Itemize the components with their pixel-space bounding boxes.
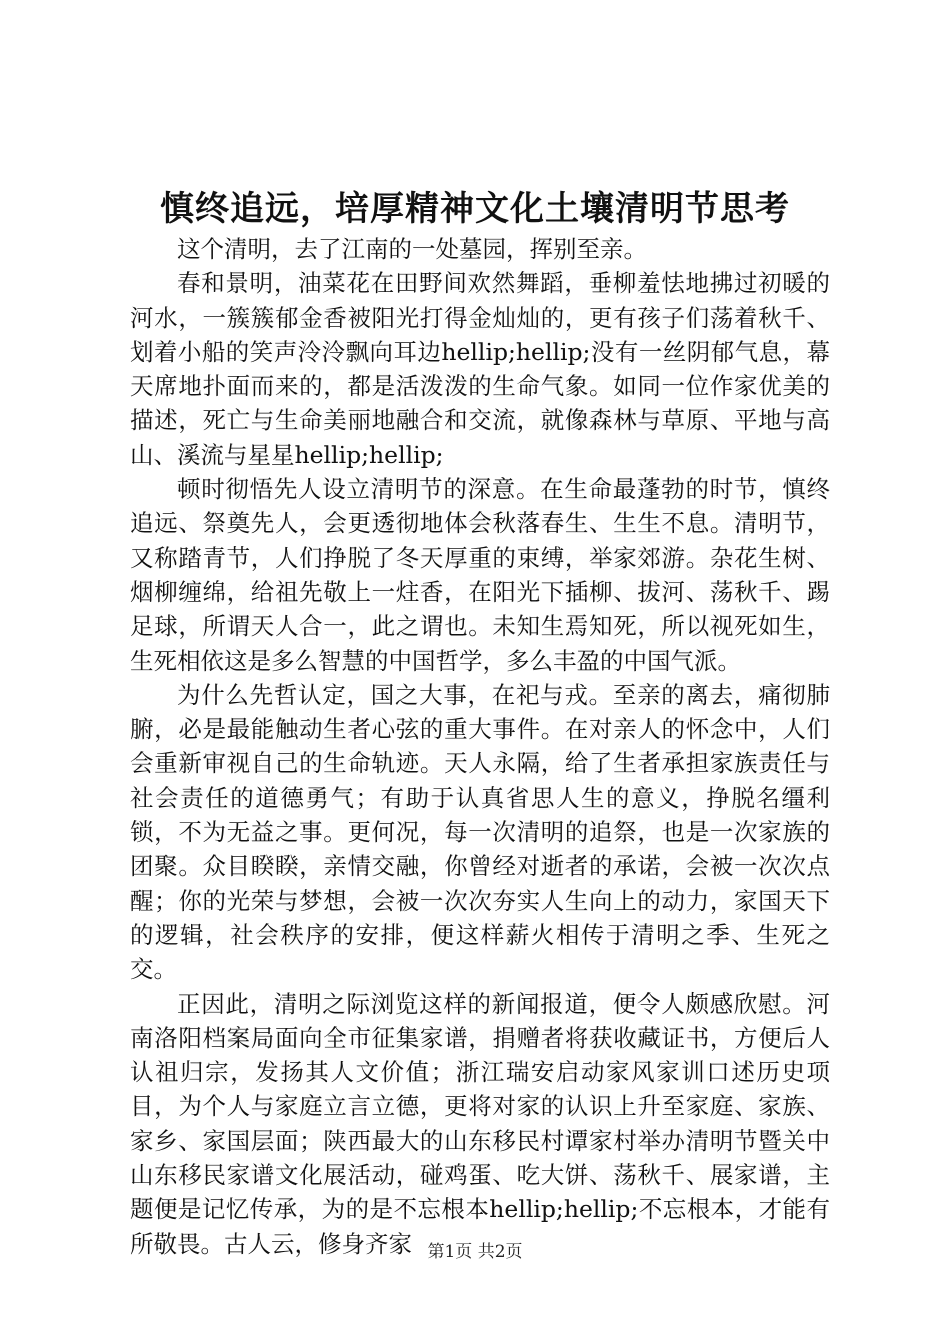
paragraph: 顿时彻悟先人设立清明节的深意。在生命最蓬勃的时节，慎终追远、祭奠先人，会更透彻地体会秋落春生、生生不息。清明节，又称踏青节，人们挣脱了冬天厚重的束缚，举家郊游。杂花生树、烟柳缠绵，给祖先敬上一炷香，在阳光下插柳、拔河、荡秋千、踢足球，所谓天人合一，此之谓也。未知生焉知死，所以视死如生，生死相依这是多么智慧的中国哲学，多么丰盈的中国气派。 (130, 475, 830, 675)
paragraph: 为什么先哲认定，国之大事，在祀与戎。至亲的离去，痛彻肺腑，必是最能触动生者心弦的重大事件。在对亲人的怀念中，人们会重新审视自己的生命轨迹。天人永隔，给了生者承担家族责任与社会责任的道德勇气；有助于认真省思人生的意义，挣脱名缰利锁，不为无益之事。更何况，每一次清明的追祭，也是一次家族的团聚。众目睽睽，亲情交融，你曾经对逝者的承诺，会被一次次点醒；你的光荣与梦想，会被一次次夯实人生向上的动力，家国天下的逻辑，社会秩序的安排，便这样薪火相传于清明之季、生死之交。 (130, 680, 830, 984)
document-body (130, 232, 830, 1261)
paragraph: 春和景明，油菜花在田野间欢然舞蹈，垂柳羞怯地拂过初暖的河水，一簇簇郁金香被阳光打得金灿灿的，更有孩子们荡着秋千、划着小船的笑声泠泠飘向耳边hellip;hellip;没有一丝阴郁气息，幕天席地扑面而来的，都是活泼泼的生命气象。如同一位作家优美的描述，死亡与生命美丽地融合和交流，就像森林与草原、平地与高山、溪流与星星hellip;hellip; (130, 269, 830, 469)
document-title: 慎终追远，培厚精神文化土壤清明节思考 (160, 189, 790, 229)
page-number-footer: 第1页 共2页 (427, 1242, 523, 1262)
paragraph: 正因此，清明之际浏览这样的新闻报道，便令人颇感欣慰。河南洛阳档案局面向全市征集家谱，捐赠者将获收藏证书，方便后人认祖归宗，发扬其人文价值；浙江瑞安启动家风家训口述历史项目，为个人与家庭立言立德，更将对家的认识上升至家庭、家族、家乡、家国层面；陕西最大的山东移民村谭家村举办清明节暨关中山东移民家谱文化展活动，碰鸡蛋、吃大饼、荡秋千、展家谱，主题便是记忆传承，为的是不忘根本hellip;hellip;不忘根本，才能有所敬畏。古人云，修身齐家 (130, 989, 830, 1258)
paragraph: 这个清明，去了江南的一处墓园，挥别至亲。 (177, 235, 647, 263)
